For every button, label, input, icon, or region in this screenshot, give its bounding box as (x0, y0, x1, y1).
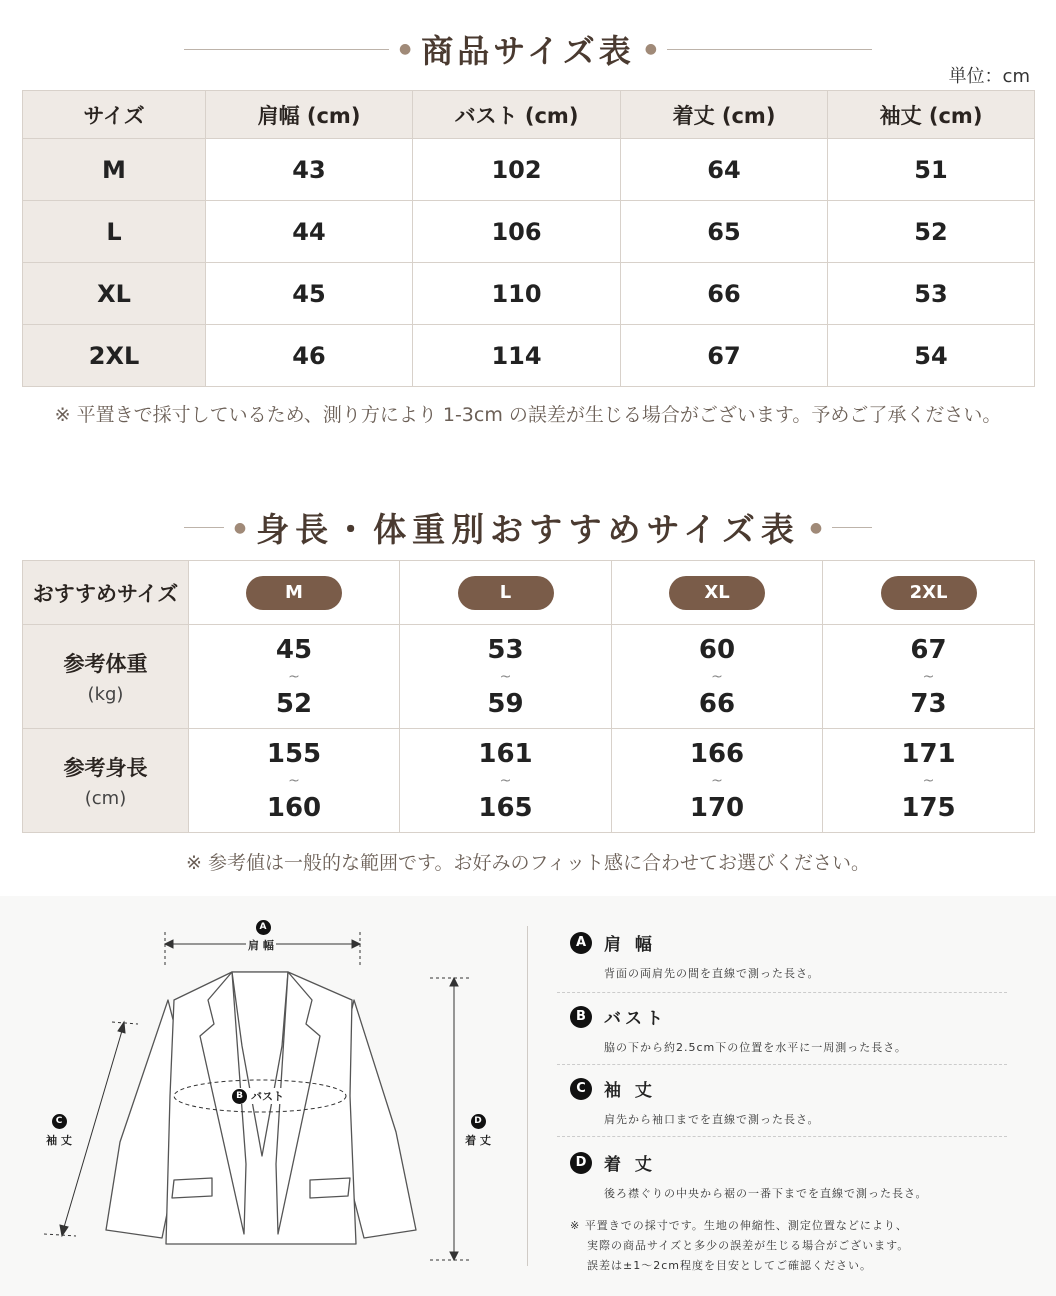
row-size: M (23, 139, 206, 201)
table-row (23, 139, 1035, 201)
size-pill: M (246, 576, 342, 610)
header-bust: バスト (cm) (413, 91, 621, 139)
diagram-label-shoulder: 肩 幅 (248, 939, 274, 952)
row-size: L (23, 201, 206, 263)
legend-desc: 背面の両肩先の間を直線で測った長さ。 (604, 967, 820, 980)
jacket-right-pocket (310, 1178, 350, 1198)
header-length: 着丈 (cm) (621, 91, 828, 139)
range-max: 52 (275, 688, 313, 719)
bust-text: バスト (251, 1090, 284, 1103)
legend-title: 袖 丈 (604, 1081, 656, 1101)
range-max: 175 (901, 792, 956, 823)
row-size: XL (23, 263, 206, 325)
range-sep: ~ (499, 772, 512, 789)
legend-divider (557, 1064, 1007, 1065)
cell-shoulder: 46 (206, 325, 413, 387)
legend-desc: 肩先から袖口までを直線で測った長さ。 (604, 1113, 820, 1126)
range-max: 66 (698, 688, 736, 719)
length-text: 着 丈 (465, 1133, 491, 1147)
table-row (23, 325, 1035, 387)
cell-sleeve: 52 (828, 201, 1035, 263)
badge-b-icon: B (232, 1089, 247, 1104)
row-size: 2XL (23, 325, 206, 387)
title-rule-right (832, 527, 872, 528)
range-sep: ~ (922, 772, 935, 789)
height-row (23, 729, 1035, 833)
header-sleeve: 袖丈 (cm) (828, 91, 1035, 139)
range-sep: ~ (922, 668, 935, 685)
recommend-header-row (23, 561, 1035, 625)
size-cell (400, 561, 612, 625)
range-min: 166 (689, 738, 745, 769)
weight-cell (612, 625, 823, 729)
title-dot-right: ● (809, 519, 823, 536)
size-cell (823, 561, 1035, 625)
title-dot-right: ● (644, 41, 657, 57)
size-cell (189, 561, 400, 625)
badge-d-icon: D (471, 1114, 486, 1129)
measurement-diagram-area (0, 896, 1056, 1296)
sleeve-text: 袖 丈 (46, 1133, 72, 1147)
cell-length: 64 (621, 139, 828, 201)
size-cell (612, 561, 823, 625)
recommend-note: ※ 参考値は一般的な範囲です。お好みのフィット感に合わせてお選びください。 (186, 852, 870, 874)
range-min: 155 (266, 738, 322, 769)
footnote-line: ※ 平置きでの採寸です。生地の伸縮性、測定位置などにより、 (570, 1219, 908, 1232)
height-cell (823, 729, 1035, 833)
height-cell (400, 729, 612, 833)
footnote-line: 誤差は±1〜2cm程度を目安としてご確認ください。 (587, 1259, 872, 1272)
diagram-divider (527, 926, 528, 1266)
title-dot-left: ● (233, 519, 247, 536)
recommend-table (22, 560, 1035, 833)
range-max: 170 (689, 792, 745, 823)
cell-sleeve: 51 (828, 139, 1035, 201)
cell-sleeve: 54 (828, 325, 1035, 387)
range-min: 161 (478, 738, 533, 769)
weight-cell (400, 625, 612, 729)
size-table (22, 90, 1035, 387)
cell-bust: 102 (413, 139, 621, 201)
weight-row-head (23, 625, 189, 729)
jacket-left-pocket (172, 1178, 212, 1198)
range-sep: ~ (499, 668, 512, 685)
cell-length: 67 (621, 325, 828, 387)
diagram-footnote (570, 1216, 909, 1276)
title-rule-left (184, 49, 389, 50)
cell-bust: 110 (413, 263, 621, 325)
header-size: サイズ (23, 91, 206, 139)
range-sep: ~ (711, 772, 723, 789)
cell-bust: 106 (413, 201, 621, 263)
range-sep: ~ (711, 668, 723, 685)
legend-title: 肩 幅 (604, 935, 656, 955)
range-max: 59 (487, 688, 524, 719)
range-sep: ~ (288, 668, 300, 685)
size-pill: XL (669, 576, 765, 610)
legend-desc: 後ろ襟ぐりの中央から裾の一番下までを直線で測った長さ。 (604, 1187, 928, 1200)
size-pill: L (458, 576, 554, 610)
cell-shoulder: 44 (206, 201, 413, 263)
range-min: 67 (910, 634, 947, 665)
legend-desc: 脇の下から約2.5cm下の位置を水平に一周測った長さ。 (604, 1041, 907, 1054)
cell-shoulder: 45 (206, 263, 413, 325)
weight-label: 参考体重 (63, 652, 148, 676)
weight-row (23, 625, 1035, 729)
diagram-label-length (463, 1112, 493, 1148)
legend-divider (557, 1136, 1007, 1137)
legend-item-a (570, 930, 1010, 981)
recommend-title-row (0, 504, 1056, 551)
legend-divider (557, 992, 1007, 993)
size-table-header (23, 91, 1035, 139)
size-chart-title: 商品サイズ表 (421, 32, 635, 70)
range-min: 60 (698, 634, 736, 665)
header-shoulder: 肩幅 (cm) (206, 91, 413, 139)
weight-cell (823, 625, 1035, 729)
badge-d-icon: D (570, 1152, 592, 1174)
table-row (23, 263, 1035, 325)
cell-bust: 114 (413, 325, 621, 387)
title-rule-left (184, 527, 224, 528)
legend-item-d (570, 1150, 1010, 1201)
diagram-label-bust (230, 1088, 286, 1104)
weight-unit: (kg) (87, 684, 124, 705)
range-max: 160 (266, 792, 322, 823)
weight-cell (189, 625, 400, 729)
badge-a-icon: A (570, 932, 592, 954)
legend-title: バスト (604, 1009, 667, 1029)
range-sep: ~ (288, 772, 300, 789)
cell-sleeve: 53 (828, 263, 1035, 325)
size-pill: 2XL (881, 576, 977, 610)
size-chart-title-row (0, 26, 1056, 72)
badge-a-icon: A (256, 920, 271, 935)
height-label: 参考身長 (63, 756, 148, 780)
title-rule-right (667, 49, 872, 50)
height-unit: (cm) (84, 788, 127, 809)
title-dot-left: ● (399, 41, 412, 57)
unit-note: 単位：cm (948, 66, 1030, 87)
recommend-size-label: おすすめサイズ (23, 561, 189, 625)
cell-shoulder: 43 (206, 139, 413, 201)
cell-length: 65 (621, 201, 828, 263)
range-min: 171 (901, 738, 956, 769)
range-min: 53 (487, 634, 524, 665)
diagram-label-sleeve (44, 1112, 74, 1148)
range-min: 45 (275, 634, 313, 665)
legend-item-b (570, 1004, 1010, 1055)
diagram-label-a (253, 918, 273, 935)
height-cell (189, 729, 400, 833)
measurement-note: ※ 平置きで採寸しているため、測り方により 1-3cm の誤差が生じる場合がございます。予めご了承ください。 (54, 404, 1002, 426)
badge-c-icon: C (52, 1114, 67, 1129)
range-max: 73 (910, 688, 947, 719)
legend-item-c (570, 1076, 1010, 1127)
footnote-line: 実際の商品サイズと多少の誤差が生じる場合がございます。 (587, 1239, 910, 1252)
badge-b-icon: B (570, 1006, 592, 1028)
height-row-head (23, 729, 189, 833)
table-row (23, 201, 1035, 263)
legend-title: 着 丈 (604, 1155, 656, 1175)
range-max: 165 (478, 792, 533, 823)
recommend-title: 身長・体重別おすすめサイズ表 (256, 510, 800, 549)
badge-c-icon: C (570, 1078, 592, 1100)
height-cell (612, 729, 823, 833)
cell-length: 66 (621, 263, 828, 325)
